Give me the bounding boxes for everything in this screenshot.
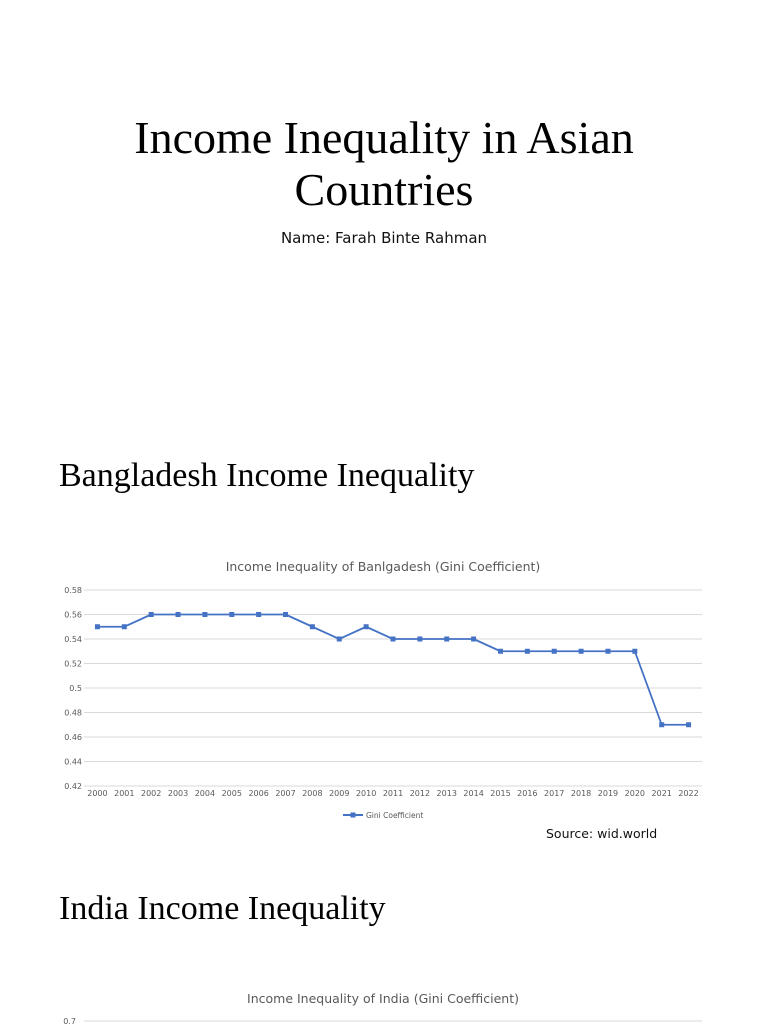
x-tick-label: 2015 [490, 789, 511, 798]
section-heading-india: India Income Inequality [59, 890, 386, 927]
x-tick-label: 2010 [355, 789, 377, 798]
y-tick-label: 0.54 [64, 635, 82, 644]
y-tick-label: 0.46 [64, 733, 82, 742]
x-tick-label: 2018 [570, 789, 592, 798]
y-tick-label: 0.5 [69, 684, 82, 693]
y-tick-label: 0.48 [64, 708, 82, 718]
x-tick-label: 2001 [114, 789, 135, 798]
chart-title: Income Inequality of India (Gini Coefficient) [247, 991, 519, 1006]
x-tick-label: 2013 [436, 789, 457, 798]
source-note: Source: wid.world [546, 826, 658, 841]
x-tick-label: 2000 [87, 789, 108, 798]
x-tick-label: 2014 [463, 789, 484, 798]
x-tick-label: 2011 [382, 789, 404, 798]
x-tick-label: 2006 [248, 789, 269, 798]
section-heading-bangladesh: Bangladesh Income Inequality [59, 457, 475, 494]
x-tick-label: 2021 [651, 789, 672, 798]
y-tick-label: 0.44 [64, 757, 82, 767]
y-tick-label: 0.7 [63, 1017, 76, 1024]
y-tick-label: 0.42 [64, 782, 82, 791]
x-tick-label: 2017 [544, 789, 565, 798]
x-tick-label: 2005 [221, 789, 242, 798]
x-tick-label: 2022 [678, 789, 699, 798]
x-tick-label: 2012 [409, 789, 431, 798]
y-tick-label: 0.52 [64, 659, 82, 669]
x-tick-label: 2020 [624, 789, 646, 798]
x-tick-label: 2003 [167, 789, 189, 798]
y-tick-label: 0.58 [64, 586, 82, 595]
x-tick-label: 2016 [517, 789, 538, 798]
legend-entry-gini-coefficient: Gini Coefficient [366, 811, 424, 820]
x-tick-label: 2019 [597, 789, 619, 798]
x-tick-label: 2004 [194, 789, 216, 798]
x-tick-label: 2008 [302, 789, 323, 798]
x-tick-label: 2009 [329, 789, 350, 798]
author-name: Name: Farah Binte Rahman [280, 229, 488, 247]
x-tick-label: 2002 [140, 789, 162, 798]
chart-title: Income Inequality of Banlgadesh (Gini Coefficient) [225, 559, 541, 574]
x-tick-label: 2007 [275, 789, 296, 798]
y-tick-label: 0.56 [64, 610, 82, 620]
document-title: Income Inequality in Asian Countries [134, 112, 634, 215]
